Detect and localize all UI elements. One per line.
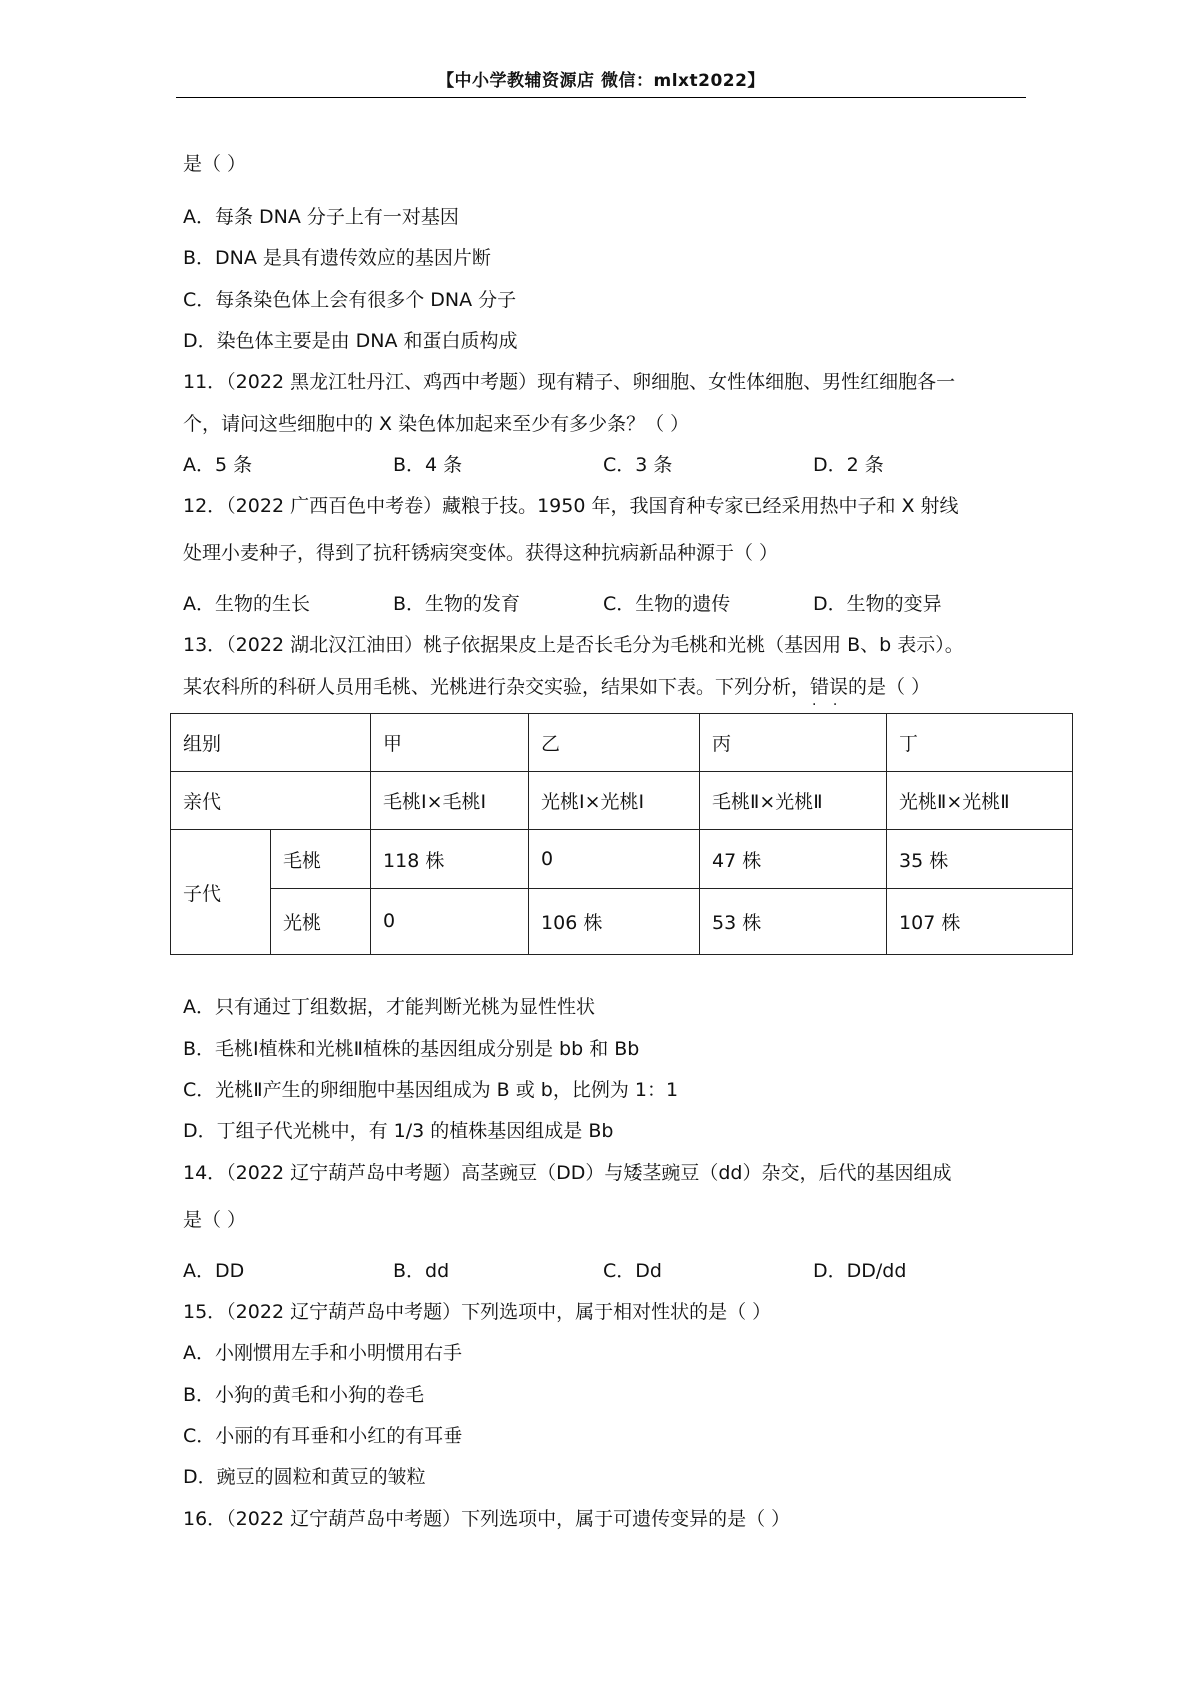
table-row [171,888,1073,954]
table-cell: 118 株 [371,830,529,888]
q13-option-b: B．毛桃Ⅰ植株和光桃Ⅱ植株的基因组成分别是 bb 和 Bb [183,1038,640,1060]
q11-option-a: A．5 条 [183,454,253,476]
table-sub-label: 光桃 [271,888,371,954]
table-row [171,830,1073,888]
q15-option-b: B．小狗的黄毛和小狗的卷毛 [183,1384,425,1406]
table-cell: 毛桃Ⅰ×毛桃Ⅰ [371,772,529,830]
q12-option-b: B．生物的发育 [393,593,521,615]
table-row [171,714,1073,772]
table-cell: 光桃Ⅰ×光桃Ⅰ [529,772,700,830]
table-cell: 106 株 [529,888,700,954]
q12-option-d: D．生物的变异 [813,593,942,615]
table-header-cell: 乙 [529,714,700,772]
table-cell: 毛桃Ⅱ×光桃Ⅱ [700,772,887,830]
q13-option-a: A．只有通过丁组数据，才能判断光桃为显性性状 [183,996,595,1018]
q10-stem-tail: 是（ ） [183,153,247,175]
q13-option-d: D．丁组子代光桃中，有 1/3 的植株基因组成是 Bb [183,1120,614,1142]
q12-stem-line2: 处理小麦种子，得到了抗秆锈病突变体。获得这种抗病新品种源于（ ） [183,542,779,564]
q13-stem-line1: 13．（2022 湖北汉江油田）桃子依据果皮上是否长毛分为毛桃和光桃（基因用 B、b 表示）。 [183,634,964,656]
q10-option-d: D．染色体主要是由 DNA 和蛋白质构成 [183,330,518,352]
q10-option-b: B．DNA 是具有遗传效应的基因片断 [183,247,491,269]
q14-stem-line1: 14．（2022 辽宁葫芦岛中考题）高茎豌豆（DD）与矮茎豌豆（dd）杂交，后代的基因组成 [183,1162,952,1184]
q15-option-a: A．小刚惯用左手和小明惯用右手 [183,1342,462,1364]
q12-option-c: C．生物的遗传 [603,593,731,615]
q14-option-b: B．dd [393,1260,450,1282]
table-cell: 0 [371,888,529,954]
table-header-cell: 丁 [887,714,1073,772]
table-cell: 光桃Ⅱ×光桃Ⅱ [887,772,1073,830]
header-divider [176,97,1026,98]
q15-option-d: D．豌豆的圆粒和黄豆的皱粒 [183,1466,426,1488]
q13-option-c: C．光桃Ⅱ产生的卵细胞中基因组成为 B 或 b，比例为 1：1 [183,1079,679,1101]
q13-stem-line2-before: 某农科所的科研人员用毛桃、光桃进行杂交实验，结果如下表。下列分析， [183,676,811,698]
q14-stem-line2: 是（ ） [183,1209,247,1231]
q12-stem-line1: 12．（2022 广西百色中考卷）藏粮于技。1950 年，我国育种专家已经采用热中子和 X 射线 [183,495,959,517]
table-row [171,772,1073,830]
q15-stem: 15．（2022 辽宁葫芦岛中考题）下列选项中，属于相对性状的是（ ） [183,1301,772,1323]
q11-option-b: B．4 条 [393,454,463,476]
q11-option-d: D．2 条 [813,454,884,476]
q10-option-c: C．每条染色体上会有很多个 DNA 分子 [183,289,517,311]
table-cell: 47 株 [700,830,887,888]
q11-stem-line2: 个，请问这些细胞中的 X 染色体加起来至少有多少条？（ ） [183,413,690,435]
table-header-cell: 组别 [171,714,371,772]
q13-stem-line2-after: 的是（ ） [848,676,931,698]
q14-option-d: D．DD/dd [813,1260,907,1282]
table-row-label: 亲代 [171,772,371,830]
page-header: 【中小学教辅资源店 微信：mlxt2022】 [437,71,765,91]
q15-option-c: C．小丽的有耳垂和小红的有耳垂 [183,1425,463,1447]
table-header-cell: 甲 [371,714,529,772]
table-cell: 0 [529,830,700,888]
q13-stem-line2 [183,675,930,699]
table-sub-label: 毛桃 [271,830,371,888]
q13-emphasis-word: 错误 · · [810,676,848,698]
q14-option-a: A．DD [183,1260,245,1282]
q10-option-a: A．每条 DNA 分子上有一对基因 [183,206,459,228]
cross-results-table [170,713,1073,955]
q14-option-c: C．Dd [603,1260,662,1282]
q11-option-c: C．3 条 [603,454,673,476]
table-cell: 35 株 [887,830,1073,888]
table-header-cell: 丙 [700,714,887,772]
table-cell: 53 株 [700,888,887,954]
table-row-label: 子代 [171,830,271,955]
q11-stem-line1: 11．（2022 黑龙江牡丹江、鸡西中考题）现有精子、卵细胞、女性体细胞、男性红细胞各一 [183,371,956,393]
q12-option-a: A．生物的生长 [183,593,310,615]
table-cell: 107 株 [887,888,1073,954]
q16-stem: 16．（2022 辽宁葫芦岛中考题）下列选项中，属于可遗传变异的是（ ） [183,1508,791,1530]
